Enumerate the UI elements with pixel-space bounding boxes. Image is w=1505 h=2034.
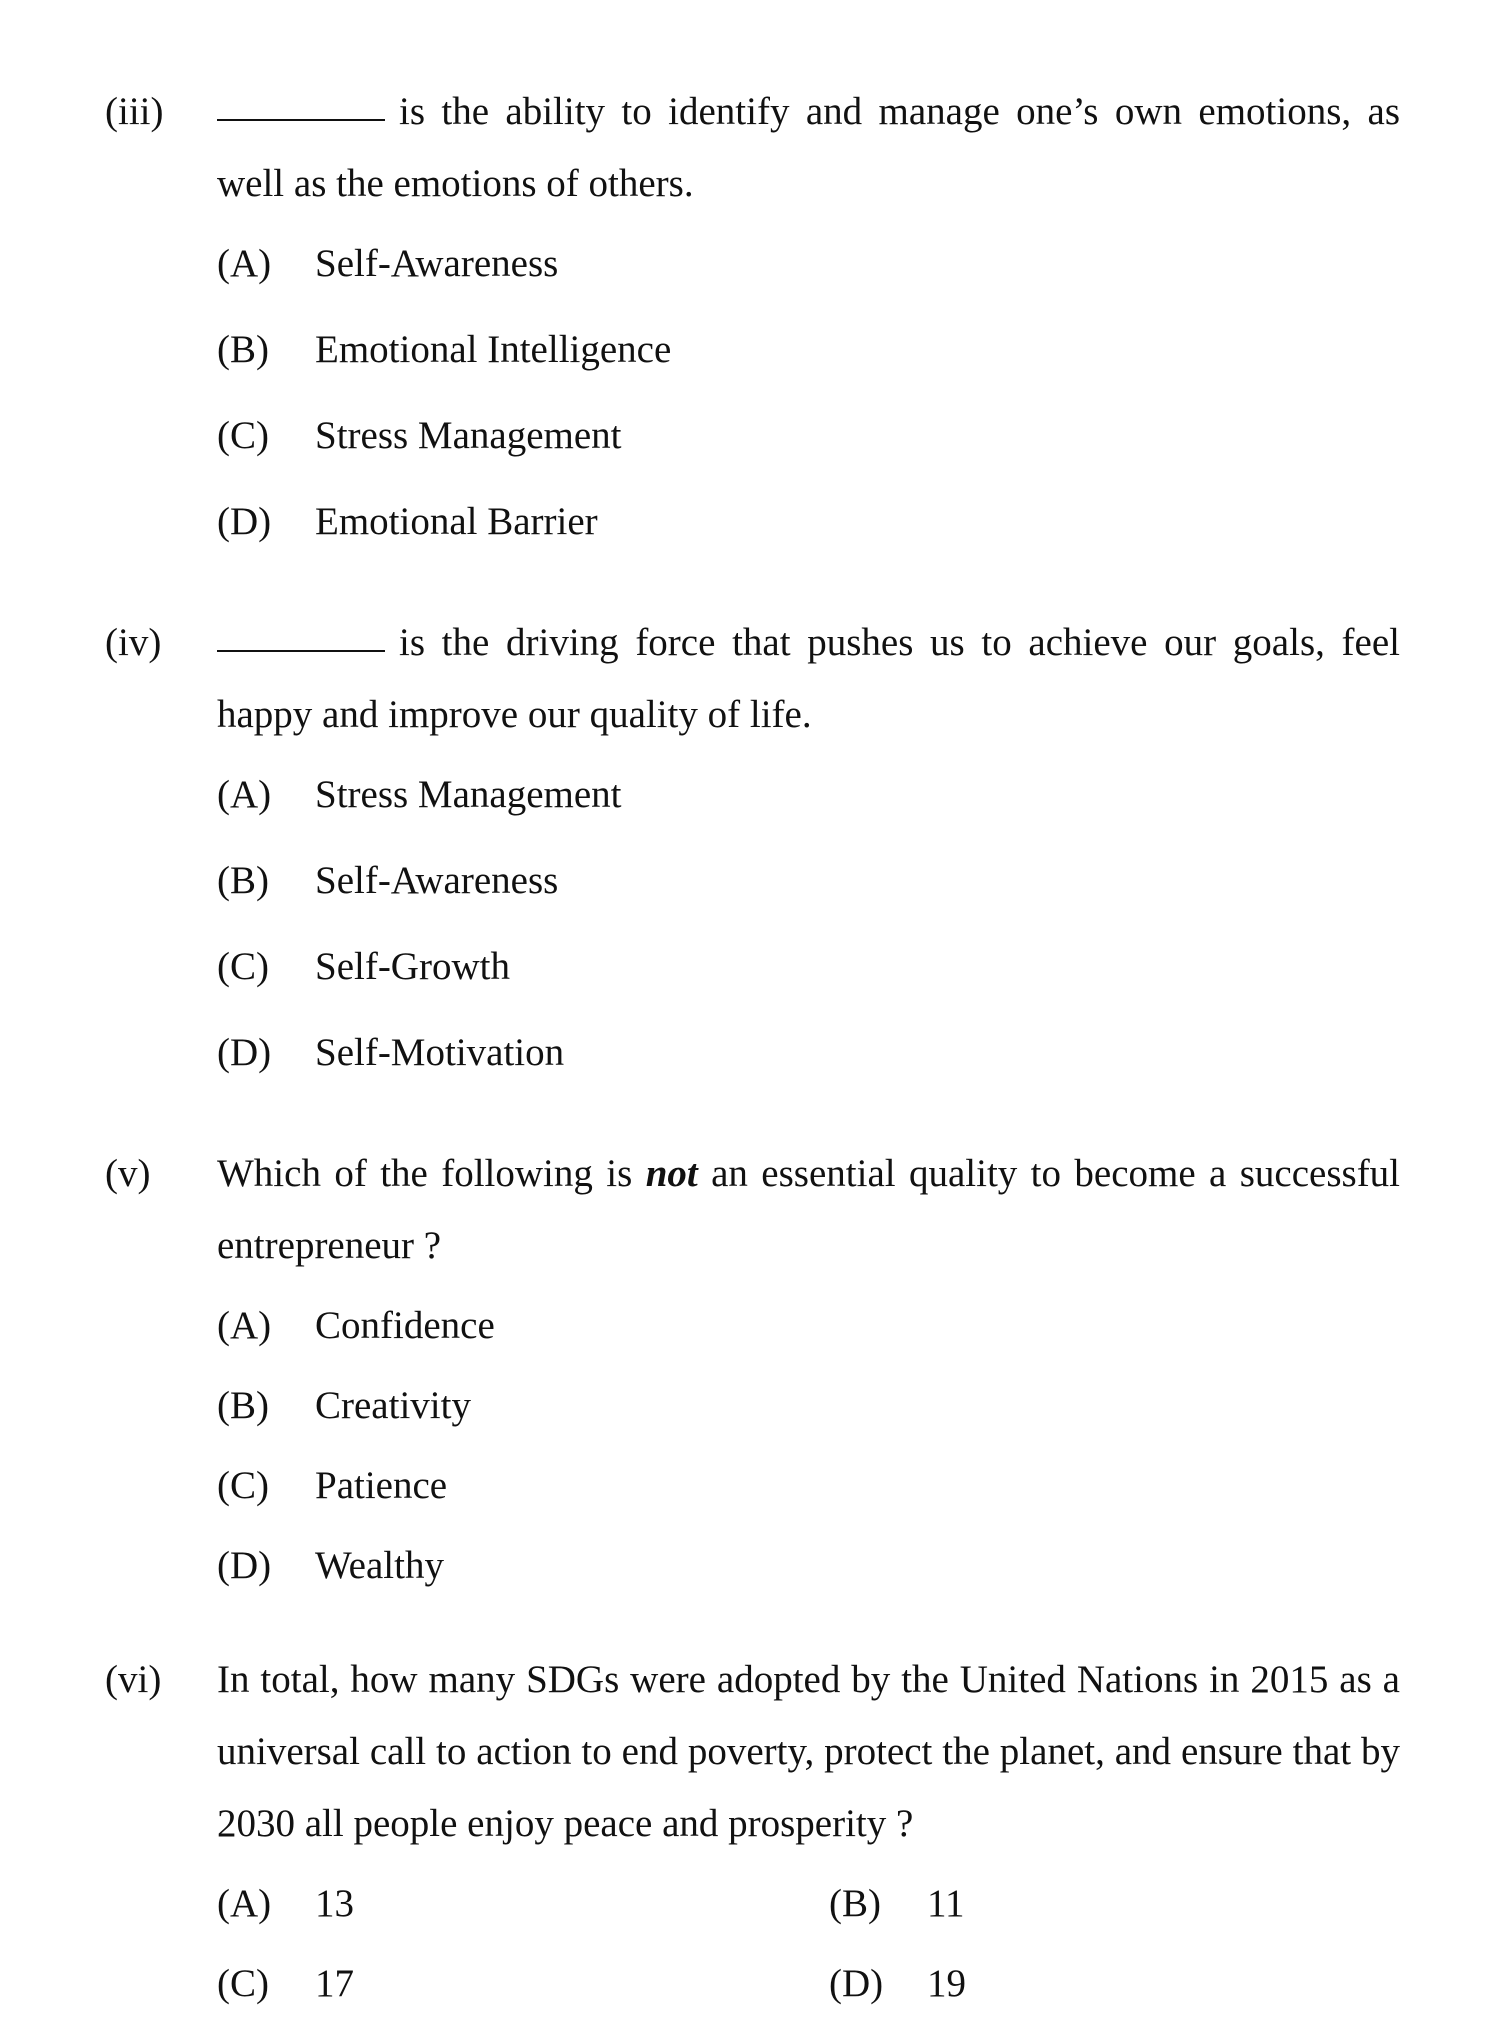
option-label: (A): [217, 1304, 272, 1347]
options-list: [217, 759, 1400, 1103]
option-label: (C): [217, 1464, 269, 1507]
option-b[interactable]: [829, 1868, 1441, 1940]
question-number: (iv): [105, 621, 162, 664]
options-list: [217, 1290, 1400, 1610]
option-b[interactable]: [217, 1370, 1400, 1450]
option-text: Self-Growth: [315, 945, 510, 988]
question-number: (vi): [105, 1658, 162, 1701]
answer-blank: [217, 118, 385, 121]
option-label: (C): [217, 1962, 269, 2005]
option-text: 13: [315, 1882, 354, 1925]
question-number: (iii): [105, 90, 164, 133]
option-text: Stress Management: [315, 773, 622, 816]
option-c[interactable]: [217, 931, 1400, 1017]
option-c[interactable]: [217, 1948, 829, 2020]
option-c[interactable]: [217, 400, 1400, 486]
option-label: (A): [217, 1882, 272, 1925]
option-a[interactable]: [217, 1290, 1400, 1370]
question-text: [217, 76, 1400, 220]
option-d[interactable]: [829, 1948, 1441, 2020]
option-text: Emotional Intelligence: [315, 328, 672, 371]
option-label: (C): [217, 945, 269, 988]
option-text: Patience: [315, 1464, 448, 1507]
question-stem: is the driving force that pushes us to achieve our goals, feel happy and improve our quality of life.: [217, 621, 1400, 736]
option-label: (B): [217, 1384, 269, 1427]
option-label: (D): [829, 1962, 884, 2005]
option-text: Stress Management: [315, 414, 622, 457]
option-text: Confidence: [315, 1304, 495, 1347]
option-label: (B): [217, 859, 269, 902]
option-text: Self-Awareness: [315, 859, 559, 902]
option-label: (B): [217, 328, 269, 371]
question-iii: [105, 76, 1400, 572]
option-b[interactable]: [217, 314, 1400, 400]
option-text: 11: [927, 1882, 965, 1925]
option-label: (D): [217, 1544, 272, 1587]
option-a[interactable]: [217, 759, 1400, 845]
option-label: (A): [217, 773, 272, 816]
option-d[interactable]: [217, 1530, 1400, 1610]
option-label: (D): [217, 1031, 272, 1074]
question-number: (v): [105, 1152, 151, 1195]
question-text: In total, how many SDGs were adopted by the United Nations in 2015 as a universal call to action to end poverty, protect the planet, and ensure that by 2030 all people enjoy peace and prosperity ?: [217, 1658, 1400, 1845]
option-text: 19: [927, 1962, 966, 2005]
option-label: (B): [829, 1882, 881, 1925]
option-text: Creativity: [315, 1384, 471, 1427]
answer-blank: [217, 649, 385, 652]
option-a[interactable]: [217, 228, 1400, 314]
option-label: (D): [217, 500, 272, 543]
option-d[interactable]: [217, 486, 1400, 572]
question-stem-end: an essential quality to become a successful entrepreneur ?: [217, 1152, 1401, 1267]
question-text: [217, 1138, 1400, 1282]
question-v: [105, 1138, 1400, 1610]
option-d[interactable]: [217, 1017, 1400, 1103]
option-text: Self-Motivation: [315, 1031, 565, 1074]
option-label: (A): [217, 242, 272, 285]
options-grid: [217, 1868, 1400, 2028]
option-text: Emotional Barrier: [315, 500, 598, 543]
option-text: Self-Awareness: [315, 242, 559, 285]
question-stem-start: Which of the following is: [217, 1152, 633, 1195]
question-vi: [105, 1644, 1400, 2028]
question-stem: is the ability to identify and manage one’s own emotions, as well as the emotions of others.: [217, 90, 1400, 205]
question-text: [217, 607, 1400, 751]
emphasis-not: not: [645, 1152, 698, 1195]
option-text: Wealthy: [315, 1544, 444, 1587]
option-c[interactable]: [217, 1450, 1400, 1530]
option-a[interactable]: [217, 1868, 829, 1940]
option-label: (C): [217, 414, 269, 457]
options-list: [217, 228, 1400, 572]
option-text: 17: [315, 1962, 354, 2005]
option-b[interactable]: [217, 845, 1400, 931]
question-iv: [105, 607, 1400, 1103]
